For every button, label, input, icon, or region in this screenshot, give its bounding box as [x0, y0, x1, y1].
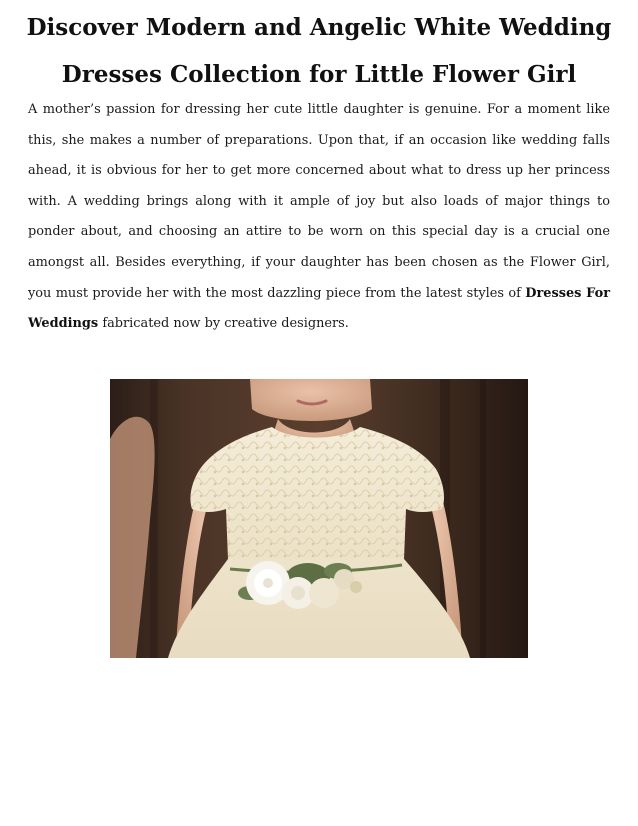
page-title — [20, 4, 618, 98]
intro-paragraph — [28, 95, 610, 340]
flower-girl-dress-photo — [110, 379, 528, 658]
dresses-for-weddings-link[interactable]: Dresses For Weddings — [28, 285, 611, 332]
title-line-2: Dresses Collection for Little Flower Girl — [61, 61, 577, 88]
paragraph-text-end: fabricated now by creative designers. — [102, 316, 349, 332]
chin — [250, 379, 372, 421]
paragraph-text: A mother’s passion for dressing her cute little daughter is genuine. For a moment like this, she makes a number of preparations. Upon that, if an occasion like wedding falls ahead, it is obvious for her to get more concerned about what to dress up her princess with. A wedding brings along with it ample of joy but also loads of major things to ponder about, and choosing an attire to be worn on this special day is a crucial one amongst all. Besides everything, if your daughter has been chosen as the Flower Girl, you must provide her with the most dazzling piece from the latest styles of — [28, 102, 610, 301]
photo-illustration — [110, 379, 528, 658]
title-line-1: Discover Modern and Angelic White Wedding — [26, 14, 612, 41]
